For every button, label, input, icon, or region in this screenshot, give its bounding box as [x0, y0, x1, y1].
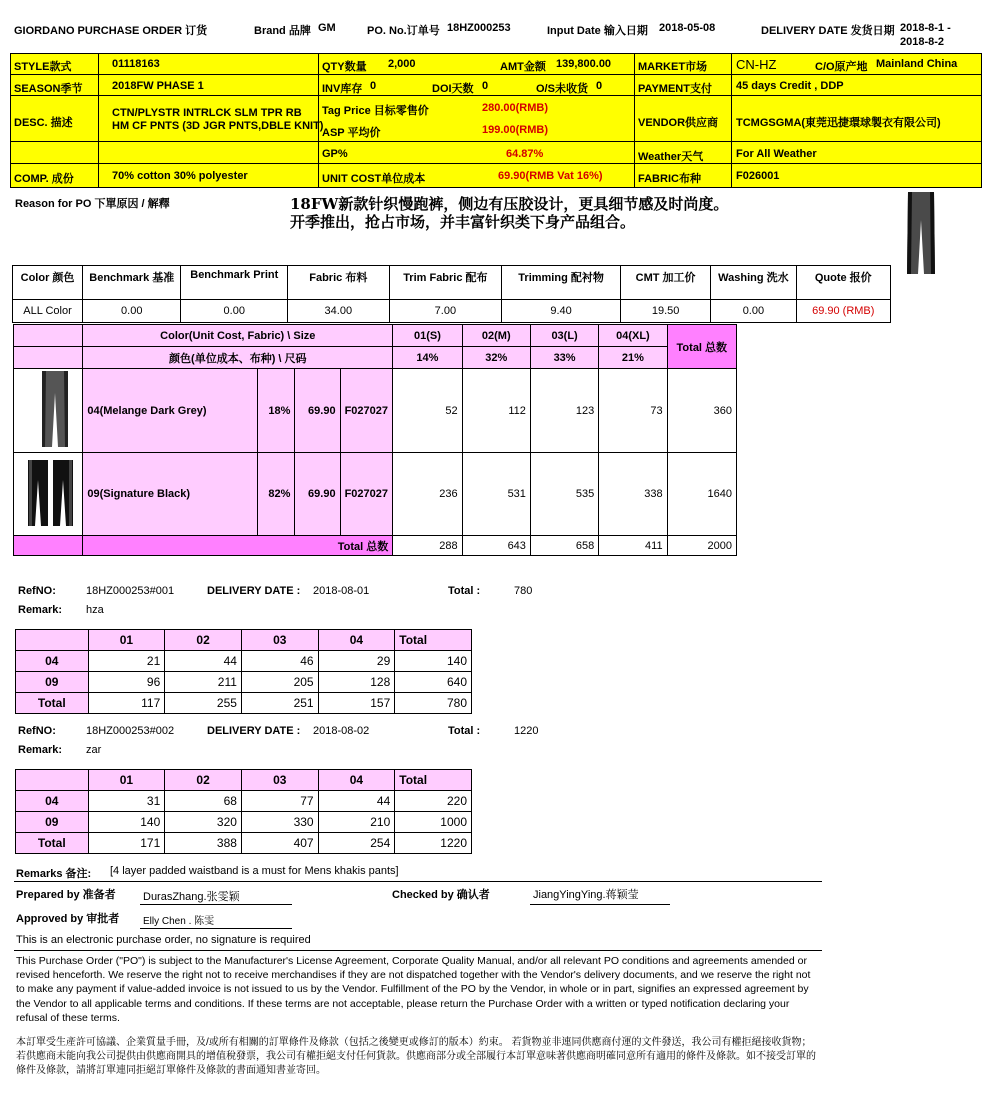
color-cost-09: 69.90 — [295, 453, 340, 536]
color-row-09 — [14, 453, 737, 536]
qty-09-l: 535 — [530, 453, 598, 536]
size-header-04: 04(XL) — [599, 325, 667, 347]
style-value: 01118163 — [112, 58, 160, 70]
season-label: SEASON季节 — [14, 83, 83, 95]
delivery-1-date-label: DELIVERY DATE : — [207, 585, 301, 597]
weather-value: For All Weather — [736, 148, 817, 160]
product-image — [904, 190, 938, 276]
po-title: GIORDANO PURCHASE ORDER 订货 — [14, 25, 208, 37]
delivery-2-total-label: Total : — [448, 725, 481, 737]
approved-by-value: Elly Chen . 陈雯 — [143, 916, 215, 927]
desc-line-1: CTN/PLYSTR INTRLCK SLM TPR RB — [112, 107, 302, 119]
unit-cost-value: 69.90(RMB Vat 16%) — [498, 170, 603, 182]
reason-label: Reason for PO 下單原因 / 解釋 — [15, 198, 170, 210]
cost-header-trim-fabric: Trim Fabric 配布 — [389, 266, 502, 300]
size-table-header-cn: 颜色(单位成本、布种) \ 尺码 — [83, 347, 393, 369]
cost-header-benchmark-print: Benchmark Print — [181, 266, 288, 300]
os-label: O/S未收货 — [536, 83, 588, 95]
delivery-1-total: 780 — [514, 585, 533, 597]
color-swatch-cell-04 — [14, 369, 83, 453]
po-number-label: PO. No.订单号 — [367, 25, 440, 37]
cost-benchmark-print: 0.00 — [181, 300, 288, 323]
size-header-01: 01(S) — [393, 325, 462, 347]
remarks-label: Remarks 备注: — [16, 868, 92, 880]
size-ratio-03: 33% — [530, 347, 598, 369]
cost-washing: 0.00 — [711, 300, 796, 323]
tag-price-label: Tag Price 目标零售价 — [322, 105, 429, 117]
desc-label: DESC. 描述 — [14, 117, 73, 129]
weather-label: Weather天气 — [638, 151, 704, 163]
style-label: STYLE款式 — [14, 61, 72, 73]
delivery-date-label: DELIVERY DATE 发货日期 — [761, 25, 895, 37]
size-total-row — [14, 536, 737, 556]
payment-label: PAYMENT支付 — [638, 83, 712, 95]
d2-row-04: 04 31 68 77 44 220 — [16, 791, 472, 812]
fabric-label: FABRIC布种 — [638, 173, 701, 185]
d1-col-total: Total — [395, 630, 472, 651]
qty-label: QTY数量 — [322, 61, 367, 73]
amt-value: 139,800.00 — [556, 58, 612, 70]
os-value: 0 — [596, 80, 603, 92]
brand-value: GM — [318, 22, 336, 34]
size-total-label: Total 总数 — [83, 536, 393, 556]
size-header-03: 03(L) — [530, 325, 598, 347]
cost-trim-fabric: 7.00 — [389, 300, 502, 323]
market-value: CN-HZ — [736, 57, 777, 72]
size-header-02: 02(M) — [462, 325, 530, 347]
origin-value: Mainland China — [876, 58, 958, 70]
delivery-2-ref-label: RefNO: — [18, 725, 56, 737]
prepared-signature-line — [140, 904, 292, 905]
d1-row-total: Total 117 255 251 157 780 — [16, 693, 472, 714]
d2-col-total: Total — [395, 770, 472, 791]
cost-header-trimming: Trimming 配衬物 — [502, 266, 621, 300]
delivery-1-remark-label: Remark: — [18, 604, 63, 616]
color-cost-04: 69.90 — [295, 369, 340, 453]
d1-row-04: 04 21 44 46 29 140 — [16, 651, 472, 672]
size-breakdown-table — [13, 324, 737, 556]
approved-by-label: Approved by 审批者 — [16, 913, 120, 925]
po-number: 18HZ000253 — [447, 22, 511, 34]
cost-header-color: Color 颜色 — [13, 266, 83, 300]
delivery-1-remark: hza — [86, 604, 104, 616]
asp-value: 199.00(RMB) — [482, 124, 549, 136]
grand-total: 2000 — [667, 536, 736, 556]
cost-header-row — [13, 266, 891, 300]
qty-09-total: 1640 — [667, 453, 736, 536]
cost-cmt: 19.50 — [620, 300, 710, 323]
delivery-date-range-start: 2018-8-1 - — [900, 22, 951, 34]
cost-header-quote: Quote 报价 — [796, 266, 890, 300]
fabric-value: F026001 — [736, 170, 780, 182]
cost-trimming: 9.40 — [502, 300, 621, 323]
d2-col-03: 03 — [241, 770, 318, 791]
origin-label: C/O原产地 — [815, 61, 868, 73]
delivery-2-table — [15, 769, 472, 854]
approved-signature-line — [140, 928, 292, 929]
qty-09-xl: 338 — [599, 453, 667, 536]
payment-value: 45 days Credit , DDP — [736, 80, 844, 92]
size-table-header-en: Color(Unit Cost, Fabric) \ Size — [83, 325, 393, 347]
market-label: MARKET市场 — [638, 61, 708, 73]
delivery-date-range-end: 2018-8-2 — [900, 36, 945, 48]
asp-label: ASP 平均价 — [322, 127, 381, 139]
d1-col-04: 04 — [318, 630, 395, 651]
cost-data-row — [13, 300, 891, 323]
cost-benchmark: 0.00 — [83, 300, 181, 323]
total-m: 643 — [462, 536, 530, 556]
delivery-2-remark-label: Remark: — [18, 744, 63, 756]
inv-label: INV库存 — [322, 83, 363, 95]
reason-line-2: 开季推出，抢占市场，并丰富针织类下身产品组合。 — [290, 213, 636, 231]
doi-value: 0 — [482, 80, 489, 92]
cost-header-cmt: CMT 加工价 — [620, 266, 710, 300]
size-table-total-header: Total 总数 — [667, 325, 736, 369]
unit-cost-label: UNIT COST单位成本 — [322, 173, 426, 185]
cost-breakdown-table — [12, 265, 891, 323]
cost-header-washing: Washing 洗水 — [711, 266, 796, 300]
prepared-by-label: Prepared by 准备者 — [16, 889, 116, 901]
qty-04-l: 123 — [530, 369, 598, 453]
qty-04-m: 112 — [462, 369, 530, 453]
input-date: 2018-05-08 — [659, 22, 716, 34]
size-ratio-04: 21% — [599, 347, 667, 369]
qty-09-m: 531 — [462, 453, 530, 536]
legal-terms-en: This Purchase Order ("PO") is subject to the Manufacturer's License Agreement, Corporate Quality Manual, and/or all relevant PO conditions and agreements amended or revised henceforth. We reserve the right not to receive merchandises if they are not dispatched together with the Vendor's delivery documents, and we reserve the right not to make any payment if value-added invoice is not issued to us by the Vendor. Fulfillment of the PO by the Vendor, in whole or in part, signifies an expressed agreement by the Vendor to all applicable terms and conditions. If these terms are not acceptable, please return the Purchase Order with a written or typed notification declaring your refusal of these terms. — [16, 955, 811, 1024]
prepared-by-value: DurasZhang.张雯颖 — [143, 891, 240, 903]
delivery-1-ref-label: RefNO: — [18, 585, 56, 597]
order-info-grid — [10, 53, 982, 188]
checked-signature-line — [530, 904, 670, 905]
d2-row-total: Total 171 388 407 254 1220 — [16, 833, 472, 854]
delivery-1-table — [15, 629, 472, 714]
cost-fabric: 34.00 — [288, 300, 390, 323]
delivery-1-ref: 18HZ000253#001 — [86, 585, 175, 597]
total-l: 658 — [530, 536, 598, 556]
delivery-2-date-label: DELIVERY DATE : — [207, 725, 301, 737]
gp-value: 64.87% — [506, 148, 544, 160]
size-ratio-01: 14% — [393, 347, 462, 369]
vendor-value: TCMGSGMA(東莞迅捷環球製衣有限公司) — [736, 117, 941, 129]
d2-col-01: 01 — [88, 770, 165, 791]
electronic-notice: This is an electronic purchase order, no signature is required — [16, 934, 311, 946]
qty-09-s: 236 — [393, 453, 462, 536]
brand-label: Brand 品牌 — [254, 25, 311, 37]
color-pct-09: 82% — [258, 453, 295, 536]
color-fabric-09: F027027 — [340, 453, 393, 536]
d1-col-02: 02 — [165, 630, 242, 651]
season-value: 2018FW PHASE 1 — [112, 80, 204, 92]
remarks-value: [4 layer padded waistband is a must for Mens khakis pants] — [110, 865, 399, 877]
d2-row-09: 09 140 320 330 210 1000 — [16, 812, 472, 833]
delivery-2-date: 2018-08-02 — [313, 725, 370, 737]
amt-label: AMT金额 — [500, 61, 546, 73]
size-ratio-02: 32% — [462, 347, 530, 369]
desc-line-2: HM CF PNTS (3D JGR PNTS,DBLE KNIT) — [112, 120, 324, 132]
cost-quote: 69.90 (RMB) — [796, 300, 890, 323]
color-row-04 — [14, 369, 737, 453]
reason-line-1: 18FW新款针织慢跑裤，侧边有压胶设计，更具细节感及时尚度。 — [290, 195, 729, 213]
qty-value: 2,000 — [388, 58, 416, 70]
legal-terms-cn: 本訂單受生產許可協議、企業質量手冊，及/或所有相關的訂單條件及條款（包括之後變更或修訂的版本）約束。 若貨物並非連同供應商付運的文件發送，我公司有權拒絕接收貨物；若供應商未能向我公司提供由供應商開具的增值稅發票，我公司有權拒絕支付任何貨款。供應商部分或全部履行本訂單意味著供應商明確同意所有適用的條件及條款。如不接受訂單的條件及條款，請將訂單連同拒絕訂單條件及條款的書面通知書並寄回。 — [16, 1037, 816, 1076]
gp-label: GP% — [322, 148, 348, 160]
cost-header-fabric: Fabric 布料 — [288, 266, 390, 300]
color-fabric-04: F027027 — [340, 369, 393, 453]
cost-color: ALL Color — [13, 300, 83, 323]
delivery-1-date: 2018-08-01 — [313, 585, 370, 597]
color-name-09: 09(Signature Black) — [83, 453, 258, 536]
qty-04-xl: 73 — [599, 369, 667, 453]
comp-value: 70% cotton 30% polyester — [112, 170, 248, 182]
delivery-2-remark: zar — [86, 744, 102, 756]
d1-row-09: 09 96 211 205 128 640 — [16, 672, 472, 693]
d2-col-02: 02 — [165, 770, 242, 791]
inv-value: 0 — [370, 80, 377, 92]
input-date-label: Input Date 输入日期 — [547, 25, 648, 37]
qty-04-total: 360 — [667, 369, 736, 453]
tag-price-value: 280.00(RMB) — [482, 102, 549, 114]
cost-header-benchmark: Benchmark 基准 — [83, 266, 181, 300]
delivery-1-total-label: Total : — [448, 585, 481, 597]
d1-col-03: 03 — [241, 630, 318, 651]
comp-label: COMP. 成份 — [14, 173, 74, 185]
qty-04-s: 52 — [393, 369, 462, 453]
vendor-label: VENDOR供应商 — [638, 117, 719, 129]
color-name-04: 04(Melange Dark Grey) — [83, 369, 258, 453]
divider — [14, 881, 822, 882]
color-swatch-cell-09 — [14, 453, 83, 536]
divider — [14, 950, 822, 951]
black-pants-image — [20, 458, 76, 528]
delivery-2-ref: 18HZ000253#002 — [86, 725, 175, 737]
delivery-2-total: 1220 — [514, 725, 539, 737]
d2-col-04: 04 — [318, 770, 395, 791]
grey-pants-image — [28, 369, 68, 449]
d1-col-01: 01 — [88, 630, 165, 651]
checked-by-label: Checked by 确认者 — [392, 889, 490, 901]
doi-label: DOI天数 — [432, 83, 474, 95]
total-s: 288 — [393, 536, 462, 556]
total-xl: 411 — [599, 536, 667, 556]
checked-by-value: JiangYingYing.蒋颖莹 — [533, 889, 639, 901]
color-pct-04: 18% — [258, 369, 295, 453]
